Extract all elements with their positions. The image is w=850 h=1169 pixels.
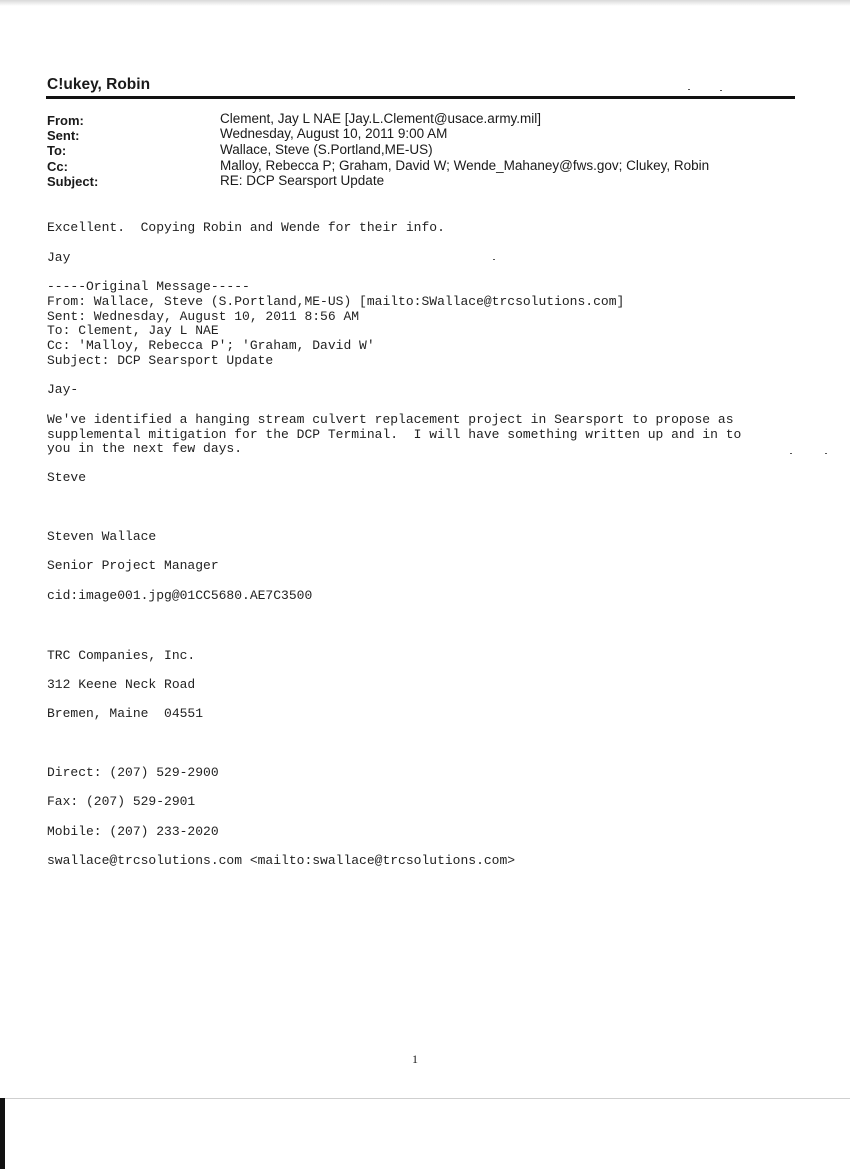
cc-value: Malloy, Rebecca P; Graham, David W; Wende_Mahaney@fws.gov; Clukey, Robin [220,158,710,173]
to-value: Wallace, Steve (S.Portland,ME-US) [220,142,433,157]
subject-label: Subject: [47,174,99,189]
reply-text: Excellent. Copying Robin and Wende for their info. [47,220,445,235]
subject-value: RE: DCP Searsport Update [220,173,385,188]
original-from-line: From: Wallace, Steve (S.Portland,ME-US) [mailto:SWallace@trcsolutions.com] [47,294,625,309]
mailbox-owner-name: C!ukey, Robin [47,76,151,93]
sent-label: Sent: [47,128,80,143]
sent-value: Wednesday, August 10, 2011 9:00 AM [220,126,448,141]
to-label: To: [47,143,67,158]
reply-signoff: Jay [47,250,71,265]
signature-address-line1: 312 Keene Neck Road [47,677,196,692]
signature-company: TRC Companies, Inc. [47,648,196,663]
signature-fax: Fax: (207) 529-2901 [47,794,196,809]
original-to-line: To: Clement, Jay L NAE [47,323,219,338]
signature-mobile-phone: Mobile: (207) 233-2020 [47,824,219,839]
scan-speck [493,259,495,260]
sender-signoff: Steve [47,470,87,485]
from-value: Clement, Jay L NAE [Jay.L.Clement@usace.army.mil] [220,111,542,126]
scan-speck [720,90,722,91]
signature-address-line2: Bremen, Maine 04551 [47,706,204,721]
from-label: From: [47,113,84,128]
original-cc-line: Cc: 'Malloy, Rebecca P'; 'Graham, David W' [47,338,375,353]
original-subject-line: Subject: DCP Searsport Update [47,353,274,368]
body-line: you in the next few days. [47,441,243,456]
original-sent-line: Sent: Wednesday, August 10, 2011 8:56 AM [47,309,360,324]
signature-image-reference: cid:image001.jpg@01CC5680.AE7C3500 [47,588,313,603]
scan-speck [688,89,690,90]
body-line: We've identified a hanging stream culvert replacement project in Searsport to propose as [47,412,734,427]
scan-speck [825,453,827,454]
signature-direct-phone: Direct: (207) 529-2900 [47,765,219,780]
signature-title: Senior Project Manager [47,558,219,573]
scan-top-edge [0,0,850,6]
body-line: supplemental mitigation for the DCP Terminal. I will have something written up and in to [47,427,742,442]
scan-edge-bar [0,1098,5,1169]
original-message-divider: -----Original Message----- [47,279,250,294]
page-number: 1 [412,1052,418,1066]
signature-name: Steven Wallace [47,529,157,544]
greeting: Jay- [47,382,79,397]
cc-label: Cc: [47,159,68,174]
scan-page-boundary [5,1098,850,1099]
signature-email-link[interactable]: swallace@trcsolutions.com <mailto:swallace@trcsolutions.com> [47,853,516,868]
scan-speck [790,453,792,454]
header-rule [46,96,795,99]
